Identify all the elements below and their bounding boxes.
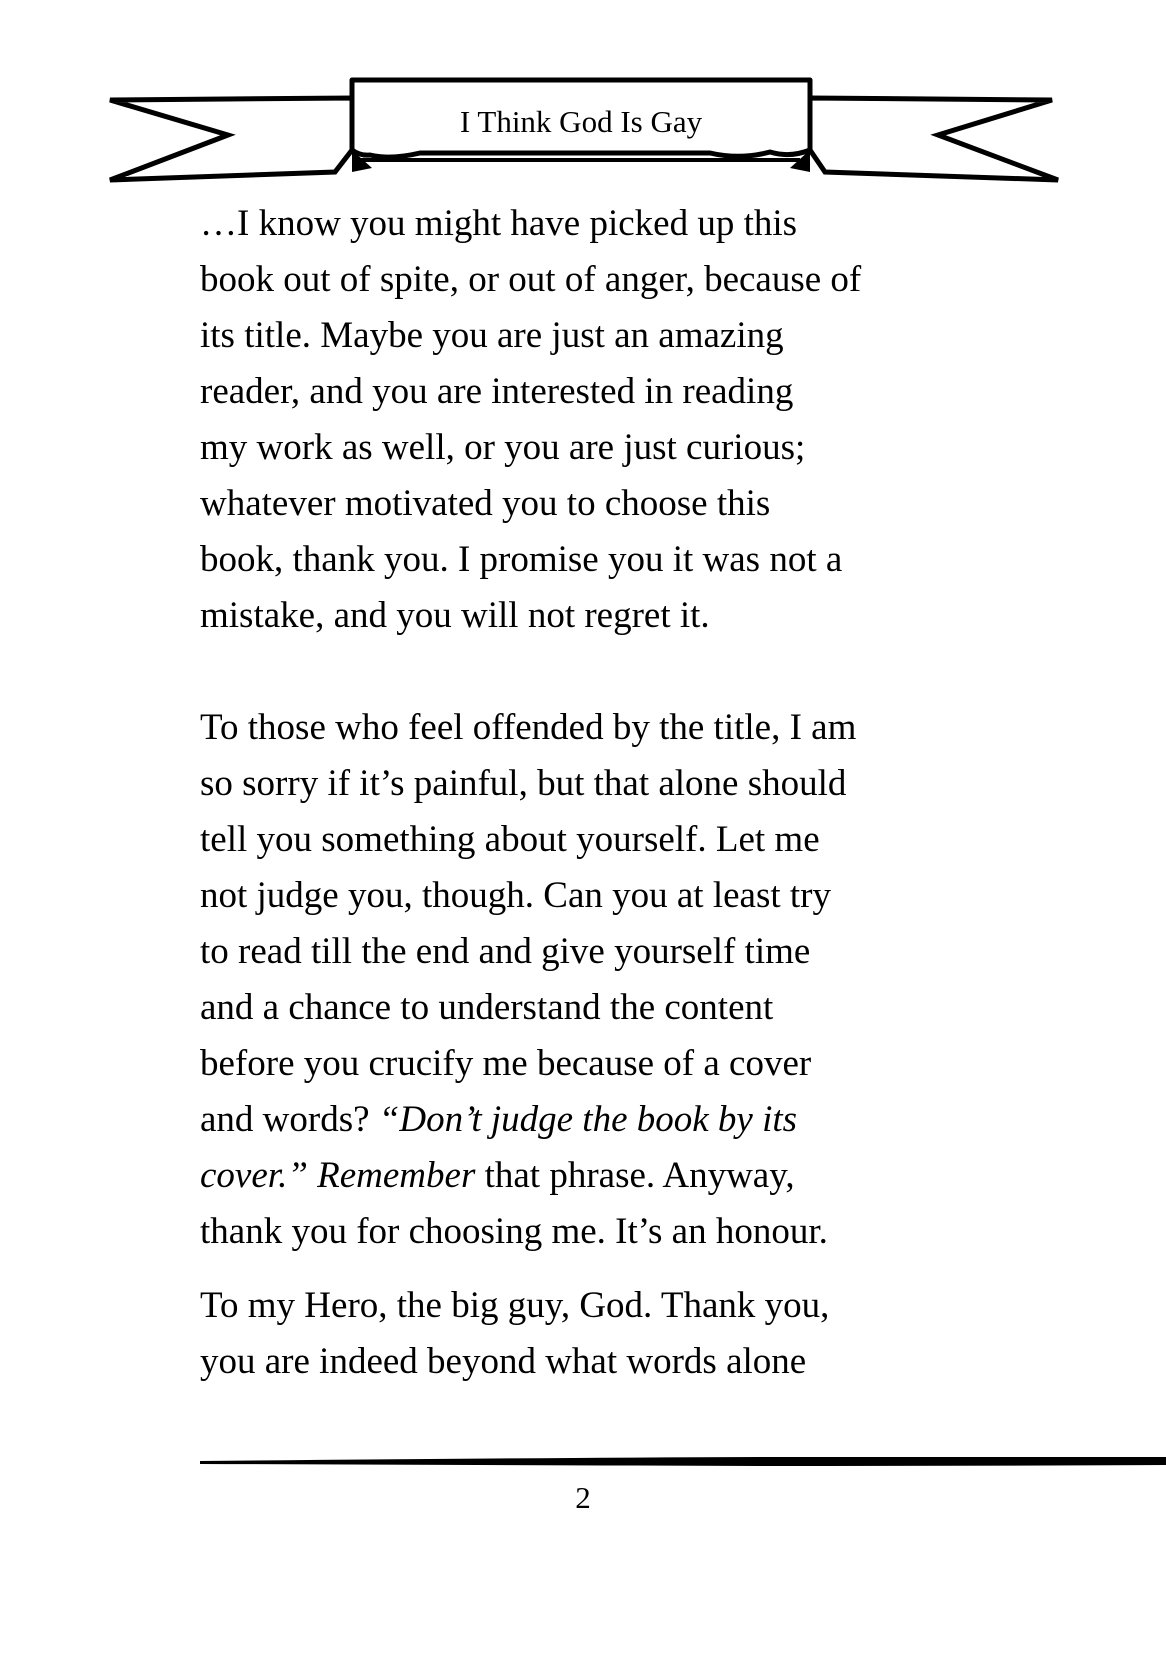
text-line: not judge you, though. Can you at least try <box>200 875 831 916</box>
italic-quote: “Don’t judge the book by its <box>378 1099 798 1140</box>
text-line: and a chance to understand the content <box>200 987 774 1028</box>
text-line: To my Hero, the big guy, God. Thank you, <box>200 1285 830 1326</box>
text-line-mixed <box>200 1092 980 1148</box>
text-line: mistake, and you will not regret it. <box>200 595 710 636</box>
text-line: …I know you might have picked up this <box>200 203 798 244</box>
text-line: To those who feel offended by the title, I am <box>200 707 857 748</box>
text-line: to read till the end and give yourself time <box>200 931 811 972</box>
text-line: whatever motivated you to choose this <box>200 483 771 524</box>
text-line: thank you for choosing me. It’s an honour. <box>200 1211 828 1252</box>
footer-rule-stroke <box>200 1457 1166 1466</box>
text-line: my work as well, or you are just curious; <box>200 427 806 468</box>
footer-rule <box>0 1448 1166 1478</box>
page-number: 2 <box>575 1480 591 1515</box>
banner-right-tail <box>810 98 1058 180</box>
paragraph-2 <box>200 700 980 1260</box>
text-run: that phrase. Anyway, <box>475 1155 795 1196</box>
text-line: tell you something about yourself. Let me <box>200 819 820 860</box>
text-line-mixed <box>200 1148 980 1204</box>
text-line: you are indeed beyond what words alone <box>200 1341 807 1382</box>
running-header-title: I Think God Is Gay <box>459 104 703 139</box>
banner-left-tail <box>110 98 352 180</box>
text-line: book out of spite, or out of anger, because of <box>200 259 862 300</box>
italic-quote: cover.” Remember <box>200 1155 476 1196</box>
text-line: before you crucify me because of a cover <box>200 1043 812 1084</box>
text-line: so sorry if it’s painful, but that alone should <box>200 763 847 804</box>
text-line: its title. Maybe you are just an amazing <box>200 315 784 356</box>
page-body <box>200 196 980 1390</box>
text-line: book, thank you. I promise you it was not a <box>200 539 843 580</box>
paragraph-1 <box>200 196 980 644</box>
text-run: and words? <box>200 1099 379 1140</box>
text-line: reader, and you are interested in reading <box>200 371 794 412</box>
paragraph-3 <box>200 1278 980 1390</box>
